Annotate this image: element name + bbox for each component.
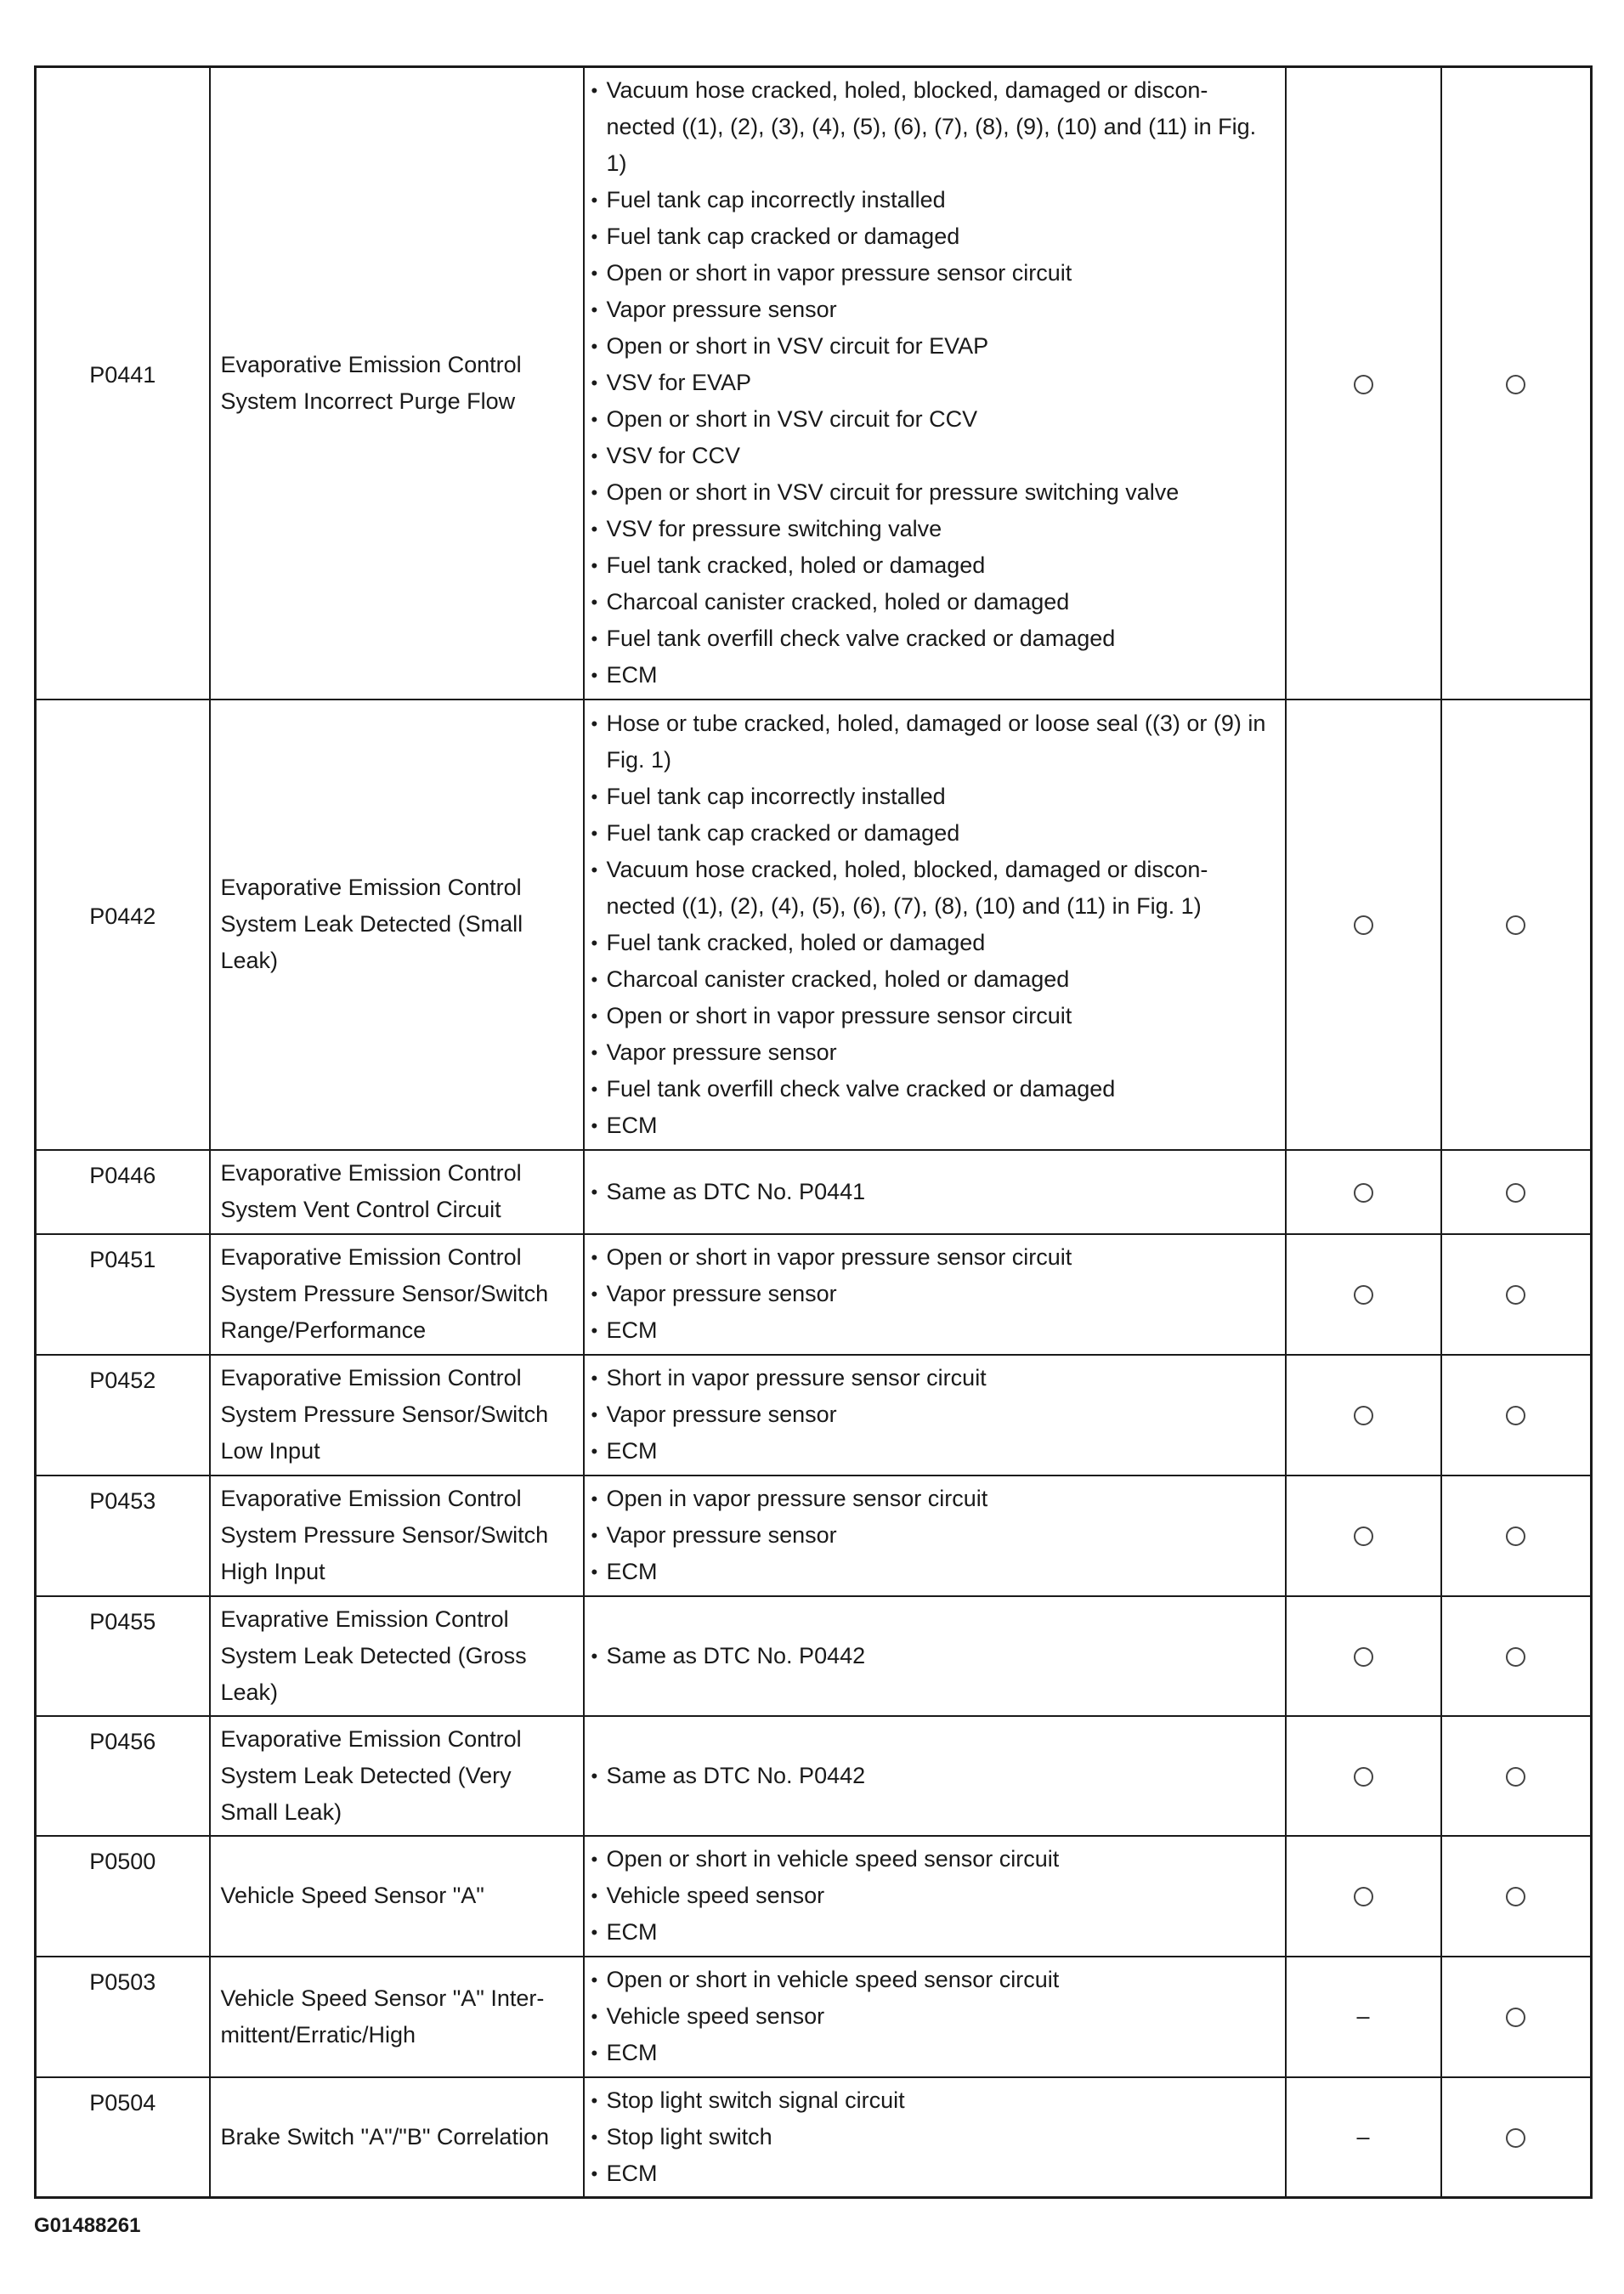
dtc-code: P0453 <box>89 1487 156 1514</box>
dtc-description: Evaporative Emission Control System Pressure Sensor/Switch Low Input <box>210 1355 584 1476</box>
dtc-code-cell <box>36 1836 210 1957</box>
circle-icon <box>1506 375 1525 394</box>
trouble-area-item: • Vehicle speed sensor <box>591 1878 1275 1914</box>
dtc-code: P0503 <box>89 1968 156 1995</box>
trouble-area-item: • Vacuum hose cracked, holed, blocked, damaged or discon-nected ((1), (2), (3), (4), (5), (6), (7), (8), (9), (10) and (11) in Fig. 1) <box>591 72 1275 182</box>
trouble-area-item: • Short in vapor pressure sensor circuit <box>591 1360 1275 1396</box>
circle-icon <box>1506 1285 1525 1305</box>
trouble-area-item: • VSV for EVAP <box>591 365 1275 401</box>
mark-col-2 <box>1441 1234 1592 1355</box>
circle-icon <box>1506 2008 1525 2027</box>
circle-icon <box>1506 1183 1525 1203</box>
mark-col-2 <box>1441 700 1592 1150</box>
circle-icon <box>1354 1887 1373 1906</box>
trouble-areas-cell <box>584 1476 1286 1596</box>
trouble-areas-list <box>591 2082 1275 2192</box>
dtc-description: Evaporative Emission Control System Incorrect Purge Flow <box>210 67 584 700</box>
mark-col-2 <box>1441 1596 1592 1716</box>
trouble-area-item: • Hose or tube cracked, holed, damaged or loose seal ((3) or (9) in Fig. 1) <box>591 705 1275 779</box>
circle-icon <box>1354 1527 1373 1546</box>
dtc-description: Evaprative Emission Control System Leak Detected (Gross Leak) <box>210 1596 584 1716</box>
circle-icon <box>1506 1527 1525 1546</box>
trouble-areas-cell <box>584 1234 1286 1355</box>
mark-col-2 <box>1441 2077 1592 2198</box>
trouble-area-item: • ECM <box>591 1914 1275 1951</box>
mark-col-2 <box>1441 1355 1592 1476</box>
mark-col-1 <box>1286 67 1441 700</box>
trouble-area-item: • Fuel tank cap incorrectly installed <box>591 779 1275 815</box>
trouble-area-item: • Open or short in vehicle speed sensor circuit <box>591 1962 1275 1998</box>
dtc-row <box>36 1150 1592 1234</box>
trouble-area-item: • ECM <box>591 657 1275 694</box>
dash-mark: – <box>1356 2123 1370 2150</box>
mark-col-2 <box>1441 1957 1592 2077</box>
dtc-code-cell <box>36 1716 210 1836</box>
trouble-areas-cell <box>584 1150 1286 1234</box>
trouble-areas-list <box>591 1174 1275 1210</box>
mark-col-1 <box>1286 1150 1441 1234</box>
mark-col-1 <box>1286 1836 1441 1957</box>
mark-col-1 <box>1286 1234 1441 1355</box>
circle-icon <box>1506 1887 1525 1906</box>
trouble-area-item: • Vapor pressure sensor <box>591 1276 1275 1312</box>
trouble-area-item: • Charcoal canister cracked, holed or damaged <box>591 584 1275 620</box>
dtc-description: Vehicle Speed Sensor "A" <box>210 1836 584 1957</box>
trouble-area-item: • ECM <box>591 1107 1275 1144</box>
dtc-description: Evaporative Emission Control System Leak Detected (Small Leak) <box>210 700 584 1150</box>
dtc-code: P0452 <box>89 1367 156 1393</box>
dtc-row <box>36 1716 1592 1836</box>
trouble-area-item: • Stop light switch <box>591 2119 1275 2155</box>
dtc-code: P0455 <box>89 1608 156 1634</box>
dtc-description: Evaporative Emission Control System Pressure Sensor/Switch Range/Performance <box>210 1234 584 1355</box>
figure-id: G01488261 <box>34 2214 141 2237</box>
circle-icon <box>1506 2128 1525 2148</box>
dtc-code-cell <box>36 67 210 700</box>
circle-icon <box>1506 1767 1525 1787</box>
mark-col-2 <box>1441 1150 1592 1234</box>
trouble-area-item: • Vapor pressure sensor <box>591 292 1275 328</box>
dtc-code-cell <box>36 1957 210 2077</box>
dtc-code: P0500 <box>89 1848 156 1874</box>
trouble-areas-cell <box>584 700 1286 1150</box>
circle-icon <box>1506 1647 1525 1667</box>
mark-col-1 <box>1286 1716 1441 1836</box>
trouble-area-item: • Same as DTC No. P0441 <box>591 1174 1275 1210</box>
trouble-area-item: • Fuel tank cap incorrectly installed <box>591 182 1275 218</box>
dtc-description: Evaporative Emission Control System Leak Detected (Very Small Leak) <box>210 1716 584 1836</box>
dtc-row <box>36 1957 1592 2077</box>
dtc-row <box>36 1234 1592 1355</box>
trouble-area-item: • Fuel tank overfill check valve cracked or damaged <box>591 620 1275 657</box>
dtc-code: P0456 <box>89 1728 156 1754</box>
dtc-code-cell <box>36 1150 210 1234</box>
mark-col-2 <box>1441 1836 1592 1957</box>
trouble-area-item: • Fuel tank cap cracked or damaged <box>591 218 1275 255</box>
trouble-areas-cell <box>584 1957 1286 2077</box>
trouble-area-item: • VSV for CCV <box>591 438 1275 474</box>
dtc-description: Brake Switch "A"/"B" Correlation <box>210 2077 584 2198</box>
trouble-area-item: • Fuel tank cracked, holed or damaged <box>591 547 1275 584</box>
trouble-areas-list <box>591 1638 1275 1674</box>
dtc-description: Evaporative Emission Control System Pressure Sensor/Switch High Input <box>210 1476 584 1596</box>
trouble-areas-list <box>591 705 1275 1144</box>
trouble-area-item: • Vapor pressure sensor <box>591 1517 1275 1554</box>
dtc-table <box>34 65 1593 2199</box>
circle-icon <box>1354 375 1373 394</box>
mark-col-2 <box>1441 1476 1592 1596</box>
trouble-area-item: • Open or short in VSV circuit for CCV <box>591 401 1275 438</box>
dtc-code-cell <box>36 1596 210 1716</box>
trouble-areas-list <box>591 1758 1275 1794</box>
mark-col-1 <box>1286 1476 1441 1596</box>
trouble-area-item: • Vapor pressure sensor <box>591 1396 1275 1433</box>
trouble-area-item: • Open in vapor pressure sensor circuit <box>591 1481 1275 1517</box>
circle-icon <box>1354 1183 1373 1203</box>
dtc-code-cell <box>36 700 210 1150</box>
mark-col-2 <box>1441 1716 1592 1836</box>
trouble-area-item: • Fuel tank cap cracked or damaged <box>591 815 1275 852</box>
trouble-area-item: • Charcoal canister cracked, holed or damaged <box>591 961 1275 998</box>
dtc-row <box>36 1836 1592 1957</box>
trouble-areas-list <box>591 1360 1275 1470</box>
circle-icon <box>1354 915 1373 935</box>
trouble-area-item: • Open or short in VSV circuit for EVAP <box>591 328 1275 365</box>
mark-col-2 <box>1441 67 1592 700</box>
dash-mark: – <box>1356 2003 1370 2029</box>
mark-col-1 <box>1286 1355 1441 1476</box>
trouble-areas-list <box>591 1962 1275 2071</box>
circle-icon <box>1506 915 1525 935</box>
trouble-area-item: • ECM <box>591 1433 1275 1470</box>
trouble-area-item: • Stop light switch signal circuit <box>591 2082 1275 2119</box>
trouble-area-item: • ECM <box>591 1312 1275 1349</box>
dtc-row <box>36 1355 1592 1476</box>
circle-icon <box>1354 1406 1373 1425</box>
trouble-areas-cell <box>584 1355 1286 1476</box>
trouble-area-item: • Same as DTC No. P0442 <box>591 1638 1275 1674</box>
mark-col-1 <box>1286 1957 1441 2077</box>
dtc-code-cell <box>36 1355 210 1476</box>
dtc-row <box>36 700 1592 1150</box>
trouble-area-item: • Vacuum hose cracked, holed, blocked, damaged or discon-nected ((1), (2), (4), (5), (6), (7), (8), (10) and (11) in Fig. 1) <box>591 852 1275 925</box>
trouble-area-item: • VSV for pressure switching valve <box>591 511 1275 547</box>
trouble-area-item: • Vapor pressure sensor <box>591 1034 1275 1071</box>
dtc-row <box>36 1596 1592 1716</box>
trouble-area-item: • Same as DTC No. P0442 <box>591 1758 1275 1794</box>
trouble-areas-cell <box>584 2077 1286 2198</box>
trouble-areas-cell <box>584 1596 1286 1716</box>
dtc-description: Vehicle Speed Sensor "A" Inter-mittent/Erratic/High <box>210 1957 584 2077</box>
trouble-area-item: • Vehicle speed sensor <box>591 1998 1275 2035</box>
dtc-description: Evaporative Emission Control System Vent Control Circuit <box>210 1150 584 1234</box>
dtc-row <box>36 1476 1592 1596</box>
dtc-code: P0446 <box>89 1162 156 1188</box>
trouble-area-item: • Fuel tank cracked, holed or damaged <box>591 925 1275 961</box>
trouble-areas-cell <box>584 67 1286 700</box>
trouble-area-item: • Open or short in vehicle speed sensor circuit <box>591 1841 1275 1878</box>
trouble-area-item: • Open or short in vapor pressure sensor circuit <box>591 255 1275 292</box>
trouble-areas-cell <box>584 1716 1286 1836</box>
dtc-code-cell <box>36 1234 210 1355</box>
trouble-areas-list <box>591 1841 1275 1951</box>
circle-icon <box>1354 1767 1373 1787</box>
mark-col-1 <box>1286 700 1441 1150</box>
mark-col-1 <box>1286 1596 1441 1716</box>
dtc-code-cell <box>36 2077 210 2198</box>
dtc-code: P0441 <box>89 362 156 388</box>
trouble-areas-list <box>591 1481 1275 1590</box>
dtc-table-body <box>36 67 1592 2198</box>
circle-icon <box>1354 1647 1373 1667</box>
trouble-areas-list <box>591 72 1275 694</box>
trouble-areas-cell <box>584 1836 1286 1957</box>
mark-col-1 <box>1286 2077 1441 2198</box>
dtc-code: P0442 <box>89 903 156 929</box>
dtc-code: P0451 <box>89 1246 156 1272</box>
dtc-row <box>36 67 1592 700</box>
dtc-code-cell <box>36 1476 210 1596</box>
dtc-row <box>36 2077 1592 2198</box>
trouble-area-item: • Open or short in VSV circuit for pressure switching valve <box>591 474 1275 511</box>
trouble-area-item: • ECM <box>591 2035 1275 2071</box>
trouble-area-item: • ECM <box>591 1554 1275 1590</box>
trouble-area-item: • Fuel tank overfill check valve cracked or damaged <box>591 1071 1275 1107</box>
trouble-area-item: • Open or short in vapor pressure sensor circuit <box>591 998 1275 1034</box>
circle-icon <box>1354 1285 1373 1305</box>
dtc-code: P0504 <box>89 2089 156 2116</box>
trouble-area-item: • ECM <box>591 2155 1275 2192</box>
circle-icon <box>1506 1406 1525 1425</box>
trouble-areas-list <box>591 1239 1275 1349</box>
trouble-area-item: • Open or short in vapor pressure sensor circuit <box>591 1239 1275 1276</box>
